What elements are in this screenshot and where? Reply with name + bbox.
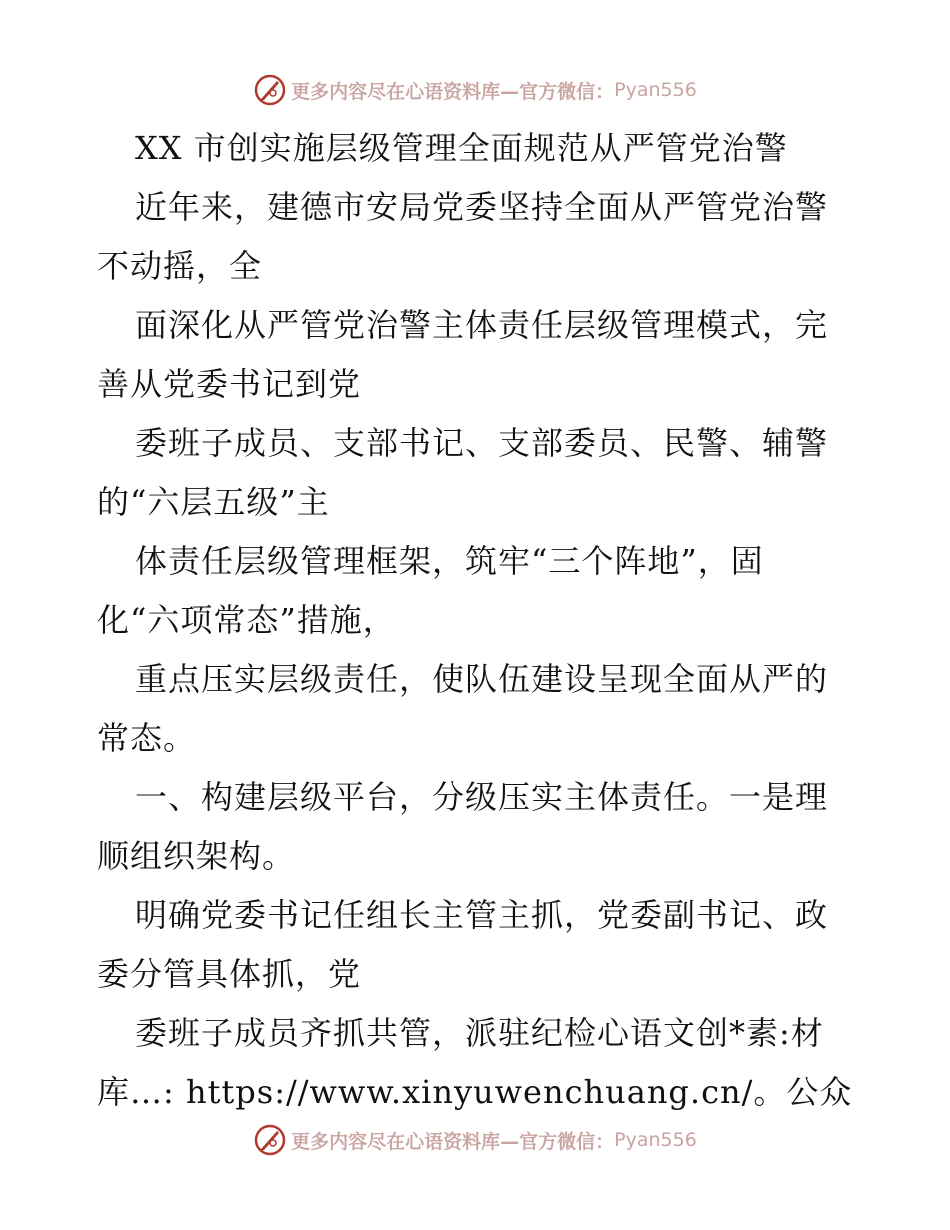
- paragraph-line: 库…: https://www.xinyuwenchuang.cn/。公众: [97, 1073, 853, 1111]
- paragraph-line: 委班子成员、支部书记、支部委员、民警、辅警: [135, 424, 829, 462]
- paragraph-line: 委分管具体抓，党: [97, 955, 362, 993]
- paragraph-line: 委班子成员齐抓共管，派驻纪检心语文创*素:材: [135, 1014, 824, 1052]
- paragraph-line: 的“六层五级”主: [97, 483, 330, 521]
- paragraph-line: 化“六项常态”措施，: [97, 601, 396, 639]
- section-heading-line: 一、构建层级平台，分级压实主体责任。一是理: [135, 778, 829, 816]
- watermark-text: 更多内容尽在心语资料库—官方微信：: [291, 80, 615, 103]
- paragraph-line: 常态。: [97, 719, 197, 757]
- paragraph-line: 重点压实层级责任，使队伍建设呈现全面从严的: [135, 660, 829, 698]
- paragraph-line: 体责任层级管理框架，筑牢“三个阵地”，固: [135, 542, 764, 580]
- quill-pen-icon: [253, 1123, 287, 1157]
- paragraph-line: 善从党委书记到党: [97, 365, 362, 403]
- paragraph-line: 近年来，建德市安局党委坚持全面从严管党治警: [135, 188, 829, 226]
- watermark-handle: Pyan556: [614, 79, 697, 101]
- paragraph-line: 顺组织架构。: [97, 837, 296, 875]
- header-watermark: [0, 70, 950, 110]
- document-title: XX 市创实施层级管理全面规范从严管党治警: [135, 129, 788, 167]
- paragraph-line: 明确党委书记任组长主管主抓，党委副书记、政: [135, 896, 829, 934]
- paragraph-line: 面深化从严管党治警主体责任层级管理模式，完: [135, 306, 829, 344]
- paragraph-line: 不动摇，全: [97, 247, 263, 285]
- footer-watermark: [0, 1120, 950, 1160]
- watermark-text: 更多内容尽在心语资料库—官方微信：: [291, 1130, 615, 1153]
- quill-pen-icon: [253, 73, 287, 107]
- watermark-handle: Pyan556: [614, 1129, 697, 1151]
